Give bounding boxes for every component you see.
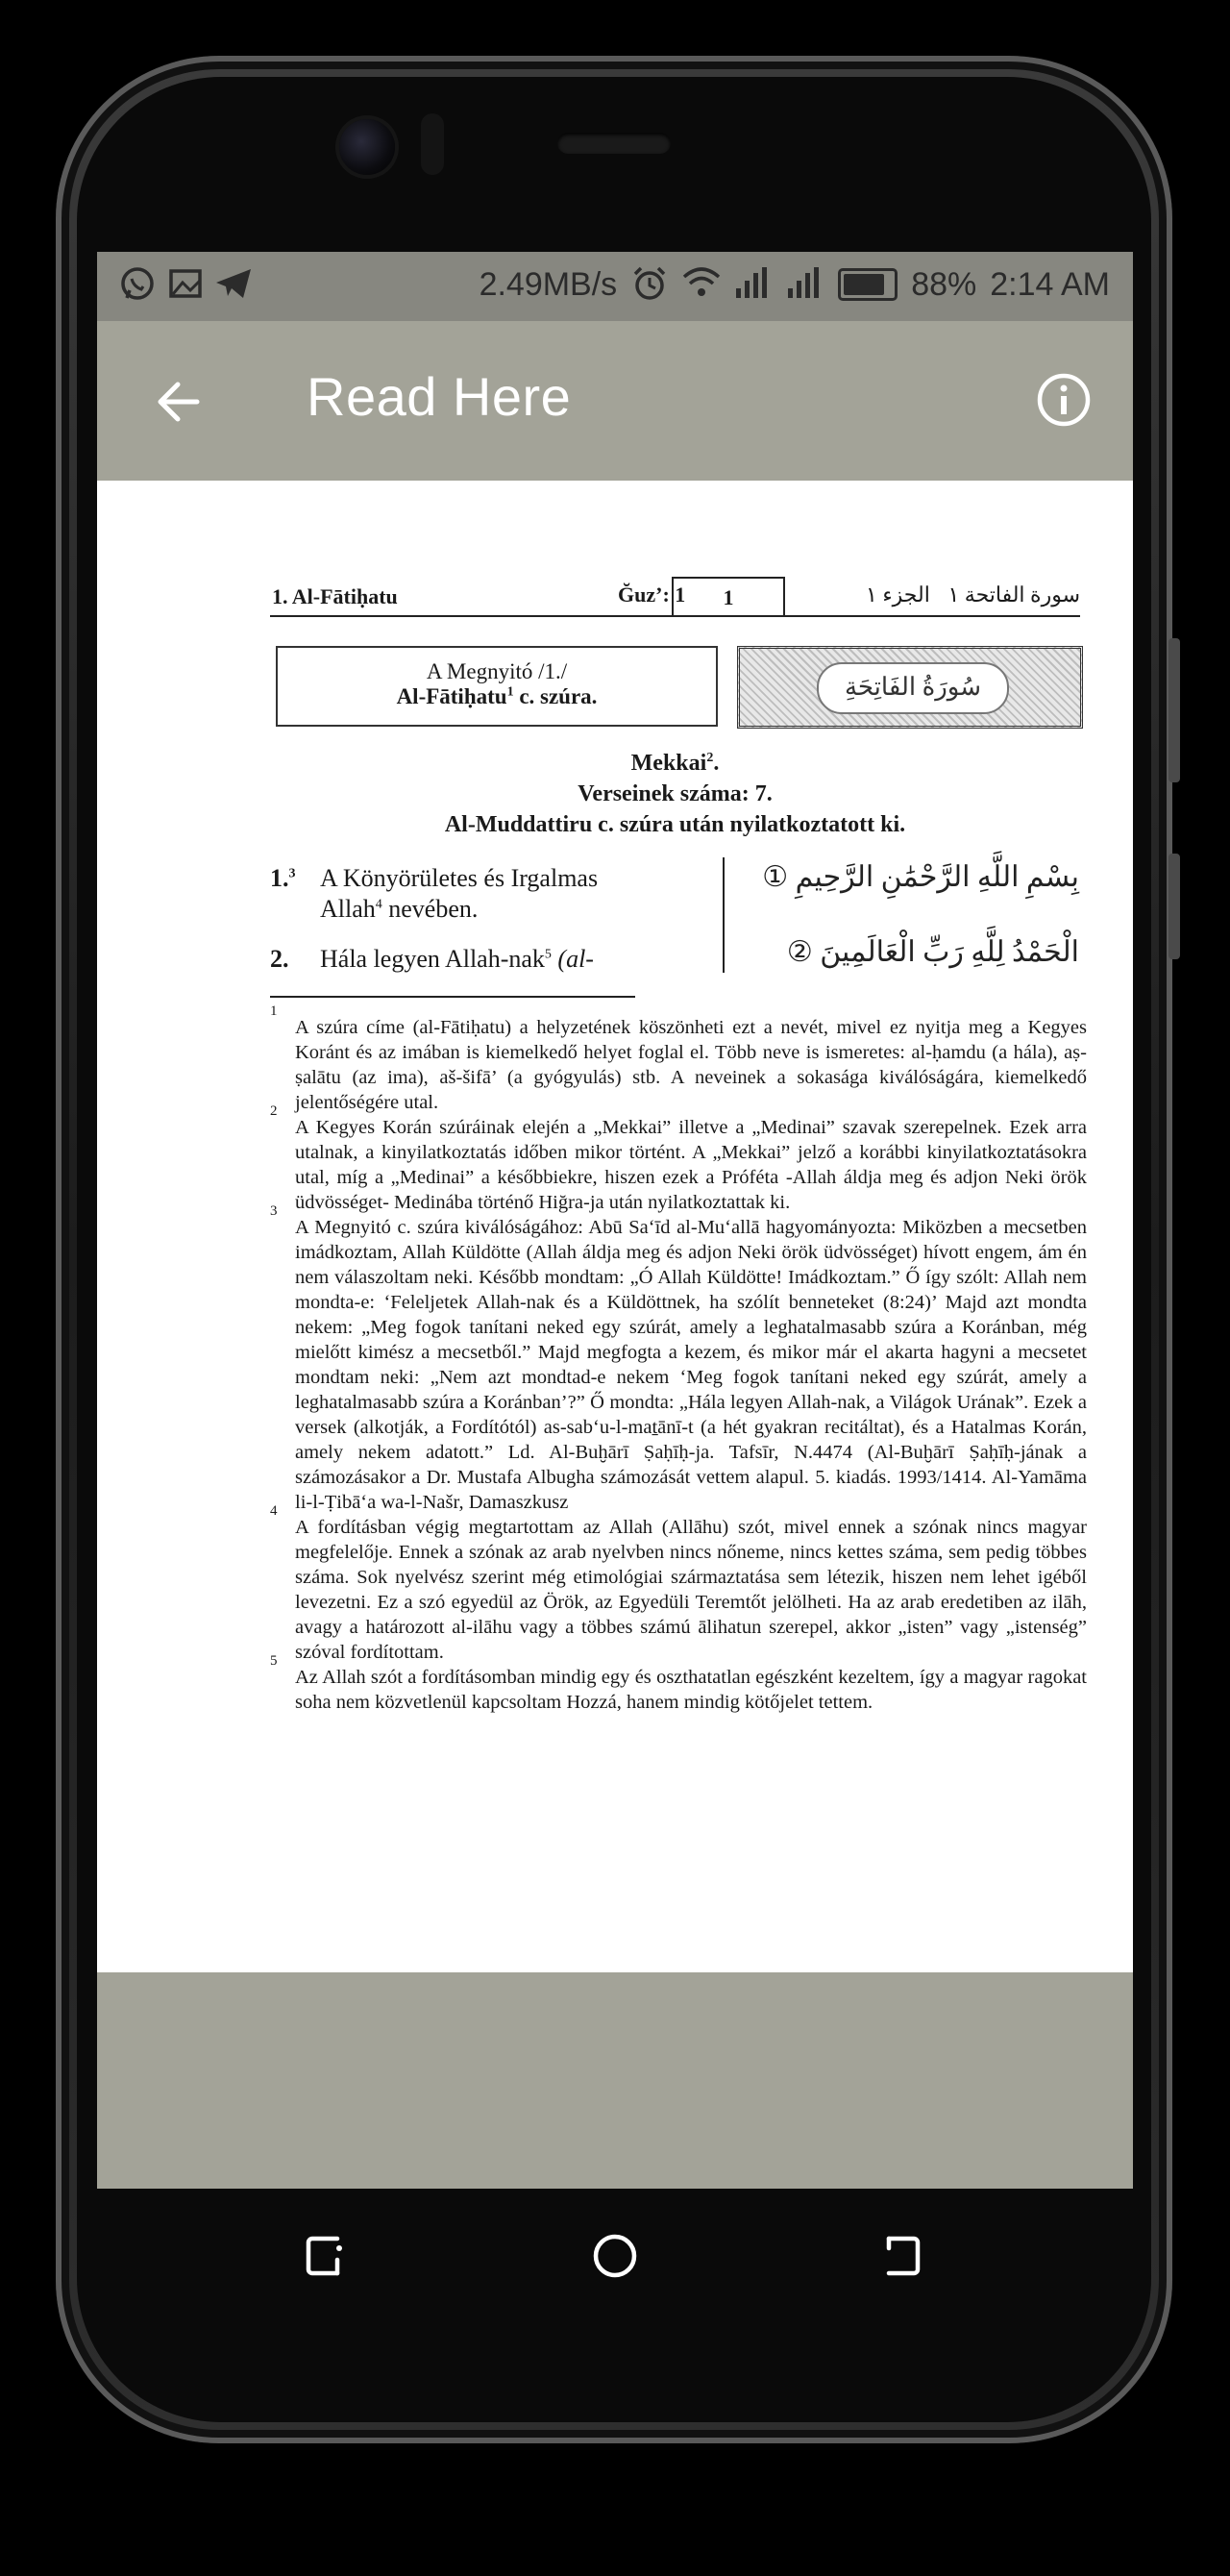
verse-number: 2. — [270, 945, 289, 973]
back-button[interactable] — [149, 371, 210, 433]
sura-name: Al-Fātiḥatu — [396, 684, 507, 708]
document-page[interactable] — [97, 481, 1133, 1972]
proximity-sensor — [421, 113, 444, 175]
whatsapp-icon — [118, 265, 157, 304]
back-nav-icon — [872, 2225, 933, 2287]
footnote-ref: 2 — [706, 751, 714, 765]
sura-title-rest: c. szúra. — [513, 684, 598, 708]
footnote-2: 2 A Kegyes Korán szúráinak elején a „Mekkai” illetve a „Medinai” szavak szerepelnek. Ezek arra utalnak, a kinyilatkoztatás időben mikor történt. A „Mekkai” jelző a korábbi kinyilatkoztatásokra utal, míg a „Medinai” a későbbiekre, hiszen ezek a Próféta -Allah áldja meg és adjon Neki örök üdvösséget- Medinába történő Hiğra-ja után nyilatkoztattak ki. — [270, 1103, 1087, 1213]
page-header — [270, 577, 1080, 617]
footnote-ref: 1 — [506, 684, 514, 700]
footnote-1: 1 A szúra címe (al-Fātiḥatu) a helyzetének köszönheti ezt a nevét, mivel ez nyitja meg a Kegyes Koránt és az imában is kiemelkedő helyet foglal el. Több neve is ismeretes: al-ḥamdu (a hála), aṣ-ṣalātu (az ima), aš-šifā’ (a gyógyulás) stb. A neveinek a sokasága kiválóságára, kiemelkedő jelentőségére utal. — [270, 1003, 1087, 1113]
verse-2 — [270, 944, 674, 978]
battery-percent: 88% — [911, 265, 977, 303]
footnote-ref: 4 — [375, 897, 382, 912]
sura-label: 1. Al-Fātiḥatu — [272, 584, 398, 608]
sura-intro — [270, 748, 1080, 840]
intro-period: . — [713, 751, 720, 776]
verse-text — [320, 863, 685, 925]
juz-arabic: الجزء ١ — [866, 582, 930, 607]
signal-icon — [786, 265, 824, 304]
footnote-text: A szúra címe (al-Fātiḥatu) a helyzetének köszönheti ezt a nevét, mivel ez nyitja meg a Kegyes Koránt és az imában is kiemelkedő helyet foglal el. Több neve is ismeretes: al-ḥamdu (a hála), aṣ-ṣalātu (az ima), aš-šifā’ (a gyógyulás) stb. A neveinek a sokasága kiválóságára, kiemelkedő jelentőségére utal. — [295, 1017, 1087, 1113]
sura-title-line1: A Megnyitó /1./ — [426, 659, 568, 683]
intro-mekkai: Mekkai — [630, 751, 707, 776]
verse-number — [270, 863, 296, 894]
app-bar — [97, 321, 1133, 481]
verse-text-b: Allah — [320, 895, 376, 923]
footnote-text: A Kegyes Korán szúráinak elején a „Mekkai” illetve a „Medinai” szavak szerepelnek. Ezek arra utalnak, a kinyilatkoztatás időben mikor történt. A „Mekkai” jelző a korábbi kinyilatkoztatásokra utal, míg a „Medinai” a későbbiekre, hiszen ezek a Próféta -Allah áldja meg és adjon Neki örök üdvösséget- Medinába történő Hiğra-ja után nyilatkoztattak ki. — [295, 1117, 1087, 1213]
footnote-3: 3 A Megnyitó c. szúra kiválóságához: Abū Sa‘īd al-Mu‘allā hagyományozta: Miközben a mecsetben imádkoztam, Allah Küldötte (Allah áldja meg és adjon Neki örök üdvösséget) hívott engem, ám én nem válaszoltam neki. Később mondtam: „Ó Allah Küldötte! Imádkoztam.” Ő így szólt: Allah nem mondta-e: ‘Feleljetek Allah-nak és a Küldöttnek, ha szólít benneteket (8:24)’ Majd azt mondta nekem: „Meg fogok tanítani neked egy szúrát, amely a leghatalmasabb szúra a Koránban, még mielőtt kimész a mecsetből.” Majd megfogta a kezem, és mikor már el akarta hagyni a mecsetet mondtam neki: „Nem azt mondtad-e nekem ‘Meg fogok tanítani neked egy szúrát, amely a leghatalmasabb szúra a Koránban’?” Ő mondta: „Hála legyen Allah-nak, a Világok Urának”. Ezek a versek (alkotják, a Fordítótól) as-sab‘u-l-maṯānī-t (a hét gyakran recitáltat), és a Hatalmas Korán, amely nekem adatott.” Ld. Al-Buḫārī Ṣaḥīḥ-ja. Tafsīr, N.4474 (Al-Buḫārī Ṣaḥīḥ-jának a számozásakor a Dr. Mustafa Albugha számozását vettem alapul. 5. kiadás. 1993/1414. Al-Yamāma li-l-Ṭibā‘a wa-l-Našr, Damaszkusz — [270, 1203, 1087, 1513]
arrow-left-icon — [149, 371, 210, 433]
front-camera — [339, 119, 395, 175]
arabic-verse-2: الْحَمْدُ لِلَّهِ رَبِّ الْعَالَمِينَ ② — [786, 936, 1079, 968]
network-speed: 2.49MB/s — [479, 265, 618, 303]
recent-apps-icon — [295, 2225, 357, 2287]
footnote-4: 4 A fordításban végig megtartottam az Allah (Allāhu) szót, mivel ennek a szónak nincs magyar megfelelője. Ennek a szónak az arab nyelvben nincs nőneme, nincs kettes száma, sem pedig többes száma. Sok nyelvész szerint még etimológiai származtatása sem létezik, hiszen nem lehet igéből levezetni. Ez a szó egyedül az Örök, az Egyedüli Teremtőt jelölheti. Ha az arab eredetiben az ilāh, avagy a határozott al-ilāhu vagy a többes számú ālihatun szerepel, akkor „isten” vagy „istenség” szóval fordítottam. — [270, 1503, 1087, 1663]
back-nav-button[interactable] — [872, 2225, 933, 2287]
verse-num-text: 1. — [270, 864, 289, 892]
info-button[interactable] — [1035, 371, 1093, 429]
intro-line1 — [270, 748, 1080, 779]
alarm-icon — [630, 265, 669, 304]
verse-text-a-end: (al- — [551, 945, 594, 973]
page-number: 1 — [672, 577, 785, 615]
recent-apps-button[interactable] — [295, 2225, 357, 2287]
sura-arabic: سورة الفاتحة ١ — [947, 582, 1080, 607]
gallery-icon — [166, 265, 205, 304]
volume-button — [1168, 638, 1180, 782]
footnote-text: A fordításban végig megtartottam az Allah (Allāhu) szót, mivel ennek a szónak nincs magyar megfelelője. Ennek a szónak az arab nyelvben nincs nőneme, nincs kettes száma, sem pedig többes száma. Sok nyelvész szerint még etimológiai származtatása sem létezik, hiszen nem lehet igéből levezetni. Ez a szó egyedül az Örök, az Egyedüli Teremtőt jelölheti. Ha az arab eredetiben az ilāh, avagy a határozott al-ilāhu vagy a többes számú ālihatun szerepel, akkor „isten” vagy „istenség” szóval fordítottam. — [295, 1517, 1087, 1663]
sura-title-line2 — [278, 684, 716, 709]
guz-label: Ğuz’: 1 — [618, 582, 686, 607]
intro-line3: Al-Muddattiru c. szúra után nyilatkoztatott ki. — [444, 812, 906, 837]
footnote-ref: 3 — [288, 866, 296, 881]
arabic-verse-1: بِسْمِ اللَّهِ الرَّحْمَٰنِ الرَّحِيمِ ① — [762, 861, 1079, 893]
footnote-text: A Megnyitó c. szúra kiválóságához: Abū Sa‘īd al-Mu‘allā hagyományozta: Miközben a mecsetben imádkoztam, Allah Küldötte (Allah áldja meg és adjon Neki örök üdvösséget) hívott engem, ám én nem válaszoltam neki. Később mondtam: „Ó Allah Küldötte! Imádkoztam.” Ő így szólt: Allah nem mondta-e: ‘Feleljetek Allah-nak és a Küldöttnek, ha szólít benneteket (8:24)’ Majd azt mondta nekem: „Meg fogok tanítani neked egy szúrát, amely a leghatalmasabb szúra a Koránban, még mielőtt kimész a mecsetből.” Majd megfogta a kezem, és mikor már el akarta hagyni a mecsetet mondtam neki: „Nem azt mondtad-e nekem ‘Meg fogok tanítani neked egy szúrát, amely a leghatalmasabb szúra a Koránban’?” Ő mondta: „Hála legyen Allah-nak, a Világok Urának”. Ezek a versek (alkotják, a Fordítótól) as-sab‘u-l-maṯānī-t (a hét gyakran recitáltat), és a Hatalmas Korán, amely nekem adatott.” Ld. Al-Buḫārī Ṣaḥīḥ-ja. Tafsīr, N.4474 (Al-Buḫārī Ṣaḥīḥ-jának a számozásakor a Dr. Mustafa Albugha számozását vettem alapul. 5. kiadás. 1993/1414. Al-Yamāma li-l-Ṭibā‘a wa-l-Našr, Damaszkusz — [295, 1217, 1087, 1513]
footnote-text: Az Allah szót a fordításomban mindig egy és oszthatatlan egészként kezeltem, így a magyar ragokat soha nem közvetlenül kapcsoltam Hozzá, hanem mindig kötőjelet tettem. — [295, 1667, 1087, 1713]
footnotes — [270, 1003, 1087, 1715]
status-left — [118, 265, 253, 304]
earpiece-speaker — [557, 133, 671, 154]
status-right — [480, 265, 1110, 304]
home-button[interactable] — [584, 2225, 646, 2287]
verse-text-a: Hála legyen Allah-nak — [320, 945, 545, 973]
status-bar — [97, 252, 1133, 321]
info-icon — [1035, 371, 1093, 429]
verse-text-b-end: nevében. — [381, 895, 479, 923]
verse-text — [320, 944, 685, 975]
home-icon — [584, 2225, 646, 2287]
nav-bar — [97, 2189, 1133, 2323]
column-divider — [723, 857, 725, 973]
scanned-document — [97, 481, 1133, 1972]
verse-text-a: A Könyörületes és Irgalmas — [320, 864, 599, 892]
intro-line2: Verseinek száma: 7. — [578, 781, 773, 806]
signal-icon — [734, 265, 773, 304]
ornament-text: سُورَةُ الفَاتِحَةِ — [817, 662, 1009, 714]
app-title: Read Here — [307, 366, 572, 427]
footnote-ref: 5 — [544, 947, 552, 962]
telegram-icon — [214, 265, 253, 304]
verse-1 — [270, 863, 674, 930]
sura-title-box — [276, 646, 718, 727]
ornament-banner — [737, 646, 1083, 729]
bottom-empty-area — [97, 1972, 1133, 2189]
battery-icon — [838, 268, 898, 301]
footnote-5: 5 Az Allah szót a fordításomban mindig egy és oszthatatlan egészként kezeltem, így a magyar ragokat soha nem közvetlenül kapcsoltam Hozzá, hanem mindig kötőjelet tettem. — [270, 1653, 1087, 1713]
screen — [97, 252, 1133, 2189]
footnote-divider — [270, 996, 635, 998]
wifi-icon — [682, 265, 721, 304]
clock: 2:14 AM — [990, 265, 1110, 303]
power-button — [1168, 854, 1180, 959]
